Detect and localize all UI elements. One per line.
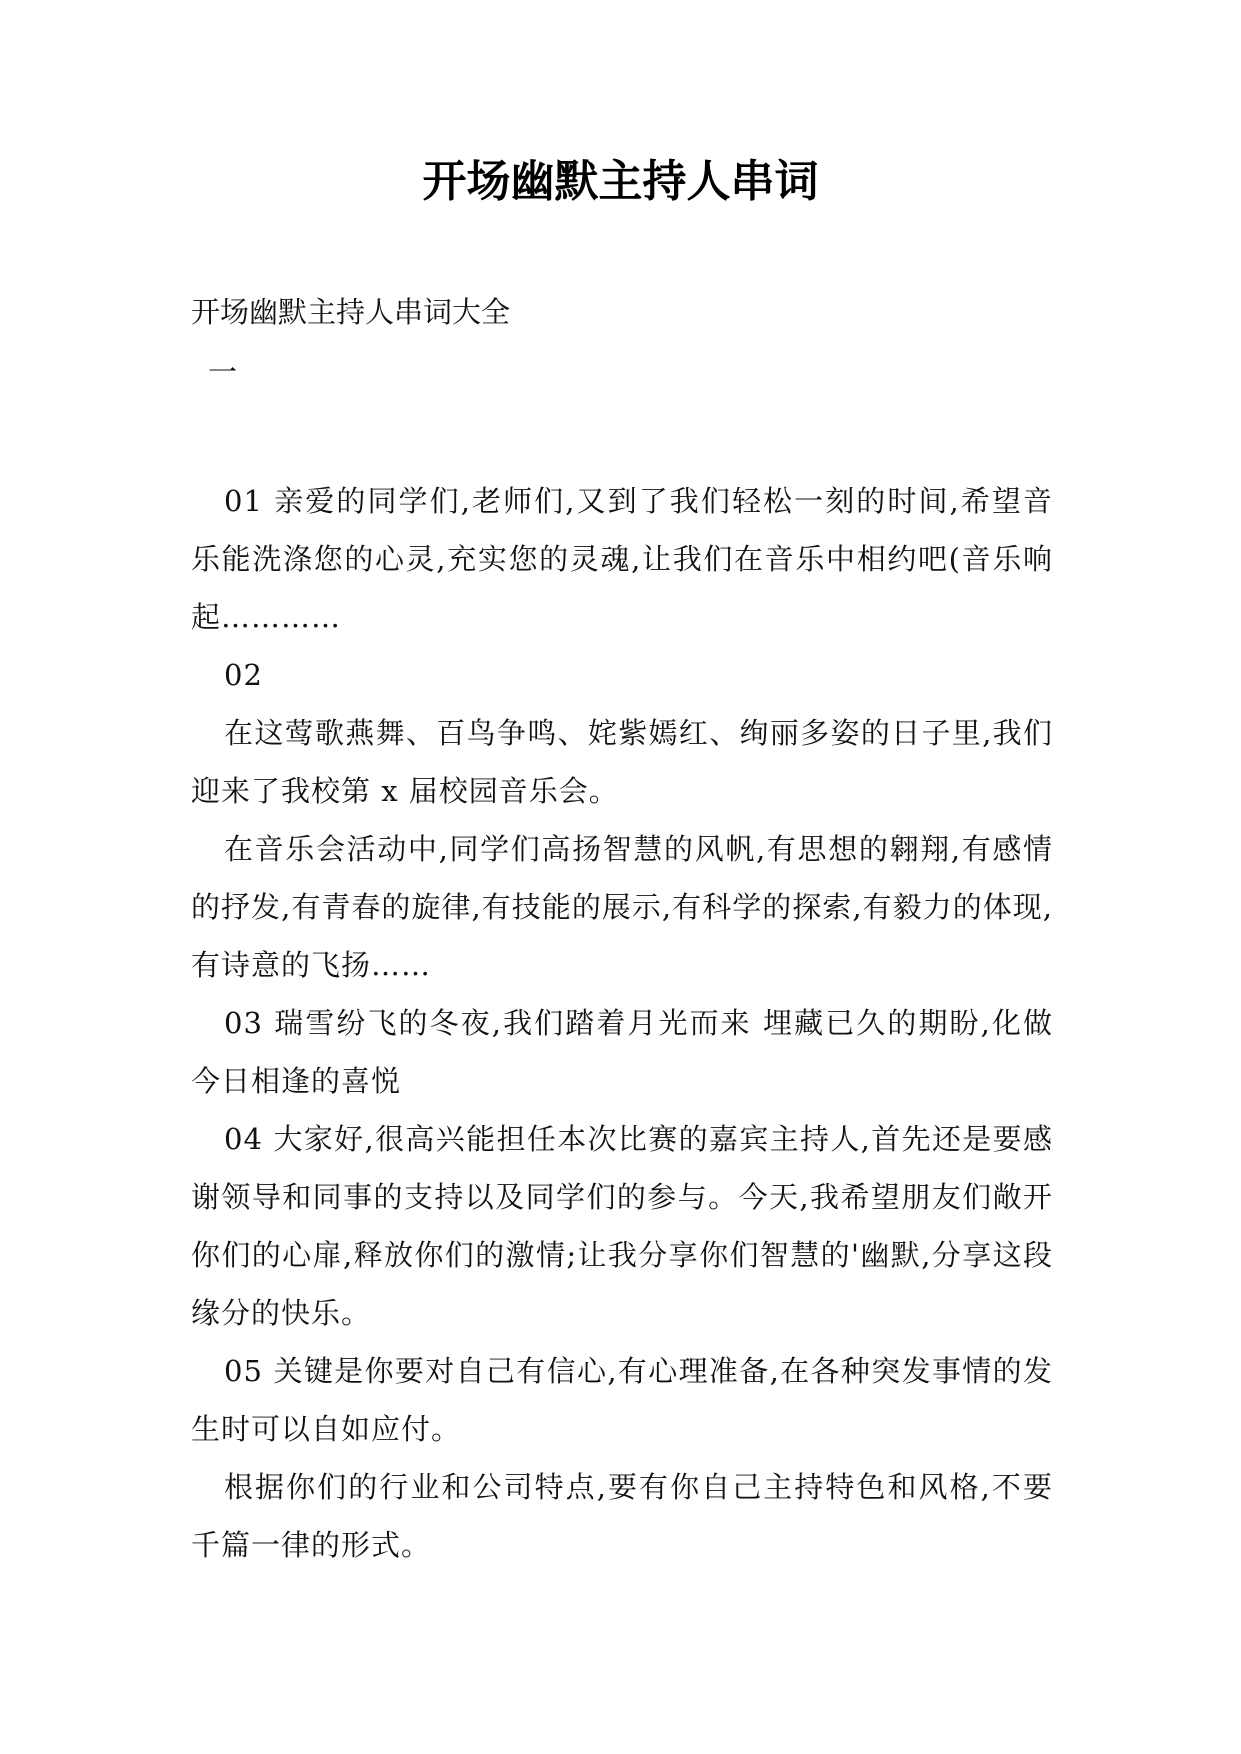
paragraph-01: 01 亲爱的同学们,老师们,又到了我们轻松一刻的时间,希望音乐能洗涤您的心灵,充实您的灵魂,让我们在音乐中相约吧(音乐响起………… (191, 484, 1053, 634)
paragraph-02-number: 02 (224, 658, 263, 692)
document-subtitle: 开场幽默主持人串词大全 (191, 295, 511, 329)
paragraph-03: 03 瑞雪纷飞的冬夜,我们踏着月光而来 埋藏已久的期盼,化做今日相逢的喜悦 (191, 1006, 1053, 1098)
document-title: 开场幽默主持人串词 (422, 156, 819, 207)
paragraph-02: 在这莺歌燕舞、百鸟争鸣、姹紫嫣红、绚丽多姿的日子里,我们迎来了我校第 x 届校园音乐会。 (191, 716, 1053, 808)
paragraph-05: 05 关键是你要对自己有信心,有心理准备,在各种突发事情的发生时可以自如应付。 (191, 1354, 1053, 1446)
section-number: 一 (208, 355, 238, 389)
paragraph-02-continued: 在音乐会活动中,同学们高扬智慧的风帆,有思想的翱翔,有感情的抒发,有青春的旋律,有技能的展示,有科学的探索,有毅力的体现,有诗意的飞扬…… (191, 832, 1053, 982)
paragraph-04: 04 大家好,很高兴能担任本次比赛的嘉宾主持人,首先还是要感谢领导和同事的支持以及同学们的参与。今天,我希望朋友们敞开你们的心扉,释放你们的激情;让我分享你们智慧的'幽默,分享这段缘分的快乐。 (191, 1122, 1053, 1330)
paragraph-05-continued: 根据你们的行业和公司特点,要有你自己主持特色和风格,不要千篇一律的形式。 (191, 1470, 1053, 1562)
document-body (191, 472, 1053, 1574)
